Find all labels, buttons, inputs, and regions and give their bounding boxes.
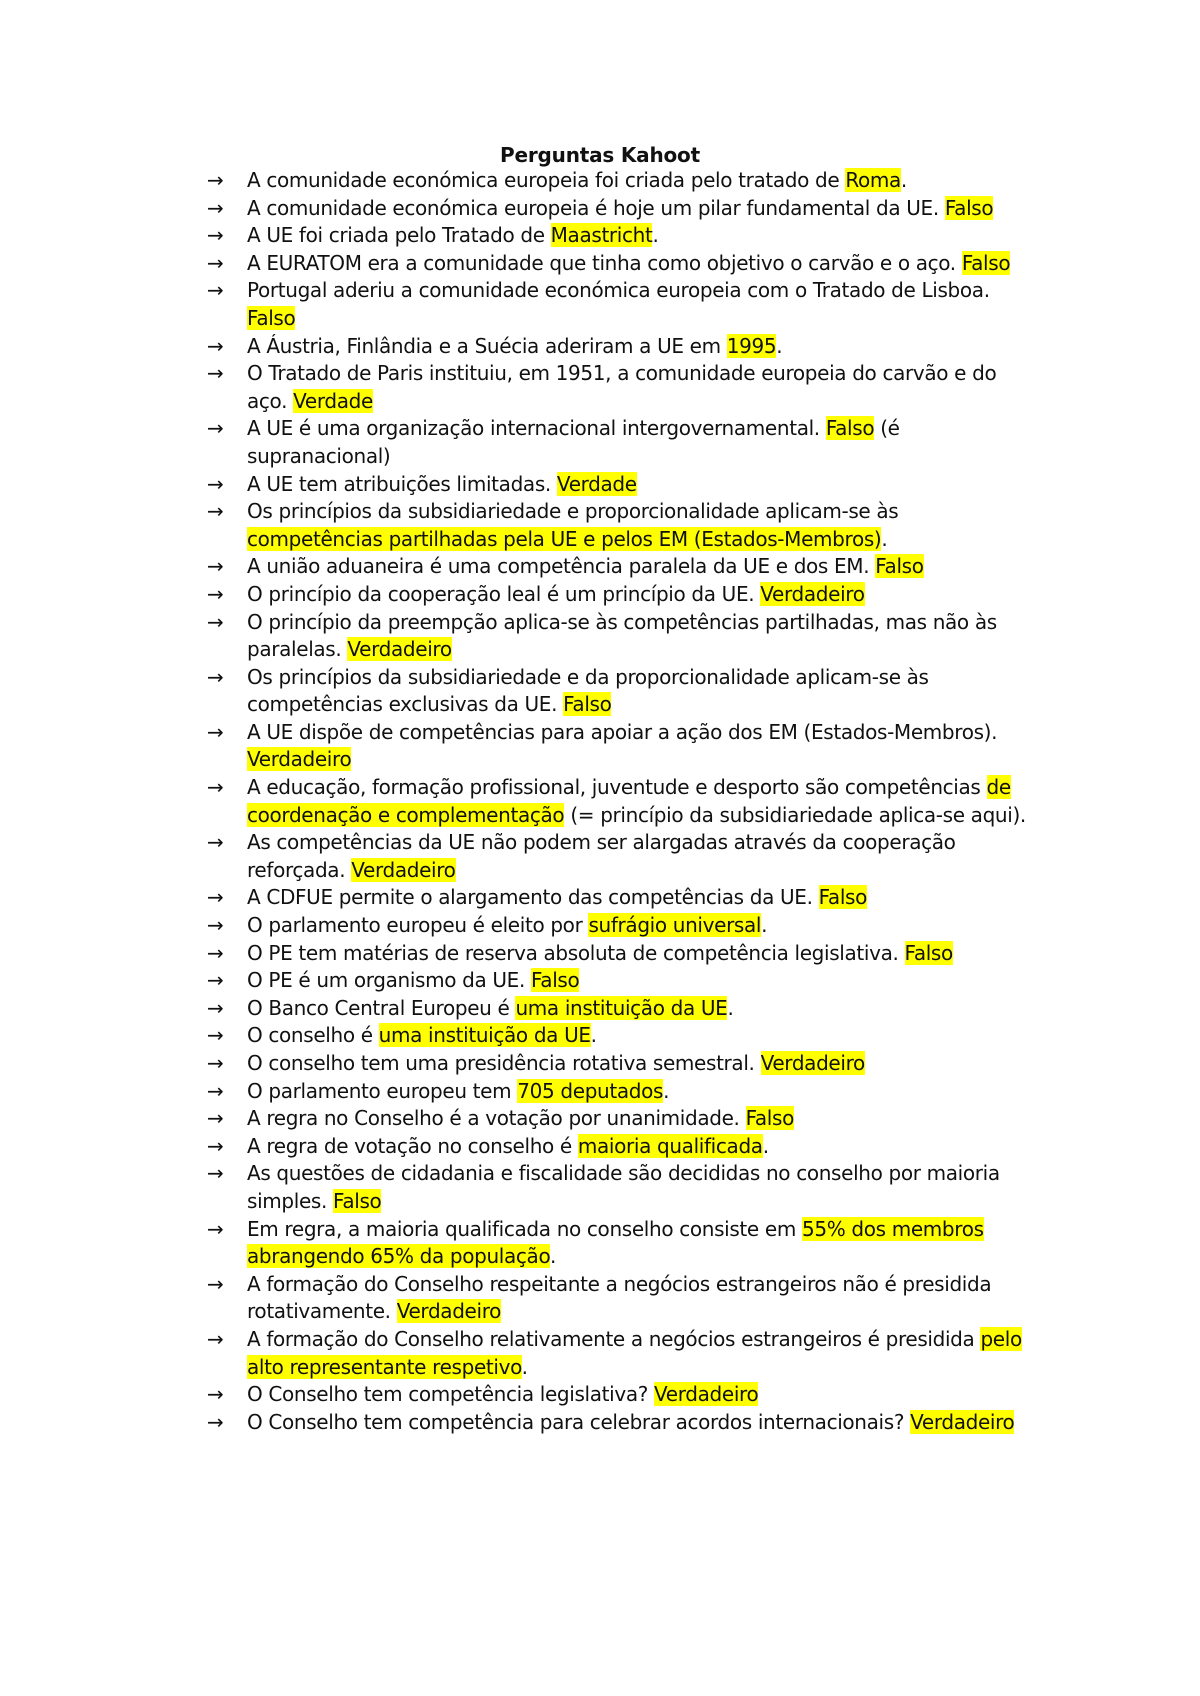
list-item: [207, 1271, 1037, 1326]
highlighted-answer: pelo alto representante respetivo: [247, 1326, 1022, 1379]
arrow-bullet-icon: →: [207, 223, 224, 248]
item-text: [247, 416, 900, 468]
arrow-bullet-icon: →: [207, 1051, 224, 1075]
arrow-bullet-icon: →: [207, 830, 224, 855]
question-text: .: [762, 1133, 769, 1158]
arrow-bullet-icon: →: [207, 1271, 224, 1296]
list-item: [207, 277, 1037, 332]
highlighted-answer: uma instituição da UE: [515, 995, 728, 1020]
arrow-bullet-icon: →: [207, 968, 224, 993]
item-text: [247, 196, 993, 220]
question-text: .: [521, 1354, 528, 1379]
list-item: [207, 498, 1037, 553]
arrow-bullet-icon: →: [207, 1326, 224, 1351]
question-text: .: [652, 223, 659, 248]
list-item: [207, 995, 1037, 1023]
item-text: [247, 885, 867, 909]
question-text: .: [663, 1078, 670, 1103]
item-text: [247, 1327, 1022, 1379]
list-item: [207, 940, 1037, 968]
item-text: [247, 278, 990, 330]
question-text: As competências da UE não podem ser alargadas através da cooperação reforçada.: [247, 830, 956, 882]
list-item: [207, 1105, 1037, 1133]
highlighted-answer: Falso: [961, 250, 1011, 275]
arrow-bullet-icon: →: [207, 1023, 224, 1048]
question-text: O parlamento europeu é eleito por: [247, 913, 589, 938]
arrow-bullet-icon: →: [207, 995, 224, 1020]
question-text: A UE é uma organização internacional intergovernamental.: [247, 416, 826, 441]
arrow-bullet-icon: →: [207, 1382, 224, 1407]
arrow-bullet-icon: →: [207, 1133, 224, 1158]
question-text: O princípio da cooperação leal é um princípio da UE.: [247, 581, 761, 606]
arrow-bullet-icon: →: [207, 581, 224, 606]
list-item: [207, 884, 1037, 912]
question-text: O parlamento europeu tem: [247, 1078, 518, 1103]
item-text: [247, 610, 997, 662]
list-item: [207, 1326, 1037, 1381]
question-text: (= princípio da subsidiariedade aplica-se aqui).: [564, 802, 1026, 827]
arrow-bullet-icon: →: [207, 195, 224, 220]
question-text: .: [550, 1244, 557, 1269]
list-item: [207, 1133, 1037, 1161]
question-text: A Áustria, Finlândia e a Suécia aderiram a UE em: [247, 333, 727, 358]
question-text: A UE tem atribuições limitadas.: [247, 471, 557, 496]
highlighted-answer: Falso: [247, 305, 296, 330]
list-item: [207, 664, 1037, 719]
item-text: [247, 968, 579, 992]
item-text: [247, 996, 733, 1020]
question-list: [207, 167, 1037, 1436]
item-text: [247, 168, 907, 192]
list-item: [207, 1409, 1037, 1437]
item-text: [247, 251, 1010, 275]
arrow-bullet-icon: →: [207, 1216, 224, 1241]
arrow-bullet-icon: →: [207, 361, 224, 386]
list-item: [207, 250, 1037, 278]
list-item: [207, 1078, 1037, 1106]
question-text: .: [776, 333, 783, 358]
question-text: A união aduaneira é uma competência paralela da UE e dos EM.: [247, 554, 876, 579]
arrow-bullet-icon: →: [207, 885, 224, 910]
item-text: [247, 582, 865, 606]
question-text: O Conselho tem competência para celebrar acordos internacionais?: [247, 1409, 911, 1434]
question-text: A EURATOM era a comunidade que tinha como objetivo o carvão e o aço.: [247, 250, 962, 275]
list-item: [207, 719, 1037, 774]
highlighted-answer: Falso: [825, 416, 875, 441]
question-text: .: [727, 995, 734, 1020]
question-text: .: [900, 168, 907, 192]
item-text: [247, 1410, 1014, 1434]
question-text: A UE dispõe de competências para apoiar a ação dos EM (Estados-Membros).: [247, 719, 998, 744]
item-text: [247, 554, 924, 578]
highlighted-answer: 705 deputados: [517, 1078, 664, 1103]
list-item: [207, 471, 1037, 499]
item-text: [247, 1106, 794, 1130]
question-text: Os princípios da subsidiariedade e proporcionalidade aplicam-se às: [247, 499, 899, 524]
highlighted-answer: Verdadeiro: [654, 1382, 759, 1407]
question-text: A regra no Conselho é a votação por unanimidade.: [247, 1106, 746, 1131]
highlighted-answer: Roma: [845, 168, 901, 192]
highlighted-answer: Falso: [333, 1188, 382, 1213]
question-text: A formação do Conselho relativamente a negócios estrangeiros é presidida: [247, 1326, 981, 1351]
arrow-bullet-icon: →: [207, 278, 224, 303]
list-item: [207, 195, 1037, 223]
question-text: A comunidade económica europeia é hoje um pilar fundamental da UE.: [247, 195, 945, 220]
page-title: Perguntas Kahoot: [500, 143, 700, 167]
highlighted-answer: Falso: [530, 968, 580, 993]
list-item: [207, 1216, 1037, 1271]
highlighted-answer: Verdadeiro: [351, 857, 456, 882]
item-text: [247, 1161, 1000, 1213]
question-text: O Banco Central Europeu é: [247, 995, 516, 1020]
item-text: [247, 472, 637, 496]
item-text: [247, 1217, 984, 1269]
highlighted-answer: Verdadeiro: [910, 1409, 1015, 1434]
highlighted-answer: Verdade: [556, 471, 637, 496]
item-text: [247, 334, 782, 358]
question-text: Portugal aderiu a comunidade económica europeia com o Tratado de Lisboa.: [247, 278, 990, 303]
list-item: [207, 581, 1037, 609]
item-text: [247, 1272, 991, 1324]
arrow-bullet-icon: →: [207, 940, 224, 965]
question-text: As questões de cidadania e fiscalidade são decididas no conselho por maioria simples.: [247, 1161, 1000, 1213]
list-item: [207, 1050, 1037, 1078]
highlighted-answer: sufrágio universal: [588, 913, 762, 938]
arrow-bullet-icon: →: [207, 913, 224, 938]
item-text: [247, 223, 659, 247]
highlighted-answer: competências partilhadas pela UE e pelos EM (Estados-Membros): [247, 526, 882, 551]
list-item: [207, 912, 1037, 940]
question-text: (é supranacional): [247, 416, 900, 468]
question-text: .: [761, 913, 768, 938]
list-item: [207, 333, 1037, 361]
arrow-bullet-icon: →: [207, 554, 224, 579]
highlighted-answer: Falso: [745, 1106, 794, 1131]
arrow-bullet-icon: →: [207, 471, 224, 496]
list-item: [207, 967, 1037, 995]
question-text: A CDFUE permite o alargamento das competências da UE.: [247, 885, 819, 910]
highlighted-answer: Falso: [818, 885, 867, 910]
question-text: Em regra, a maioria qualificada no conselho consiste em: [247, 1216, 802, 1241]
list-item: [207, 1160, 1037, 1215]
question-text: .: [881, 526, 888, 551]
arrow-bullet-icon: →: [207, 775, 224, 800]
list-item: [207, 774, 1037, 829]
question-text: A UE foi criada pelo Tratado de: [247, 223, 551, 248]
arrow-bullet-icon: →: [207, 416, 224, 441]
list-item: [207, 415, 1037, 470]
item-text: [247, 1051, 865, 1075]
arrow-bullet-icon: →: [207, 250, 224, 275]
arrow-bullet-icon: →: [207, 1078, 224, 1103]
list-item: [207, 167, 1037, 195]
question-text: O PE tem matérias de reserva absoluta de competência legislativa.: [247, 940, 905, 965]
item-text: [247, 720, 997, 772]
list-item: [207, 829, 1037, 884]
highlighted-answer: de coordenação e complementação: [247, 775, 1011, 827]
question-text: A educação, formação profissional, juventude e desporto são competências: [247, 775, 987, 800]
item-text: [247, 665, 929, 717]
arrow-bullet-icon: →: [207, 1409, 224, 1434]
item-text: [247, 1382, 758, 1406]
question-text: .: [590, 1023, 597, 1048]
arrow-bullet-icon: →: [207, 333, 224, 358]
question-text: A regra de votação no conselho é: [247, 1133, 578, 1158]
list-item: [207, 609, 1037, 664]
arrow-bullet-icon: →: [207, 719, 224, 744]
arrow-bullet-icon: →: [207, 1161, 224, 1186]
highlighted-answer: Falso: [563, 692, 612, 717]
item-text: [247, 830, 956, 882]
question-text: O Conselho tem competência legislativa?: [247, 1382, 655, 1407]
list-item: [207, 553, 1037, 581]
highlighted-answer: Verdadeiro: [760, 1051, 865, 1075]
list-item: [207, 222, 1037, 250]
highlighted-answer: Verdadeiro: [760, 581, 865, 606]
item-text: [247, 361, 996, 413]
highlighted-answer: 55% dos membros abrangendo 65% da população: [247, 1216, 984, 1269]
item-text: [247, 1023, 597, 1047]
item-text: [247, 1079, 669, 1103]
question-text: A comunidade económica europeia foi criada pelo tratado de: [247, 168, 846, 192]
question-text: O conselho é: [247, 1023, 379, 1048]
question-text: O PE é um organismo da UE.: [247, 968, 531, 993]
highlighted-answer: Falso: [944, 195, 994, 220]
highlighted-answer: Verdadeiro: [396, 1299, 502, 1324]
question-text: O princípio da preempção aplica-se às competências partilhadas, mas não às paralelas.: [247, 609, 997, 662]
arrow-bullet-icon: →: [207, 1106, 224, 1131]
item-text: [247, 775, 1026, 827]
highlighted-answer: uma instituição da UE: [378, 1023, 591, 1048]
question-text: Os princípios da subsidiariedade e da proporcionalidade aplicam-se às competências exclusivas da UE.: [247, 664, 929, 717]
arrow-bullet-icon: →: [207, 168, 224, 192]
item-text: [247, 941, 953, 965]
question-text: O conselho tem uma presidência rotativa semestral.: [247, 1051, 761, 1075]
highlighted-answer: Verdade: [293, 388, 373, 413]
item-text: [247, 913, 767, 937]
highlighted-answer: Maastricht: [550, 223, 653, 248]
arrow-bullet-icon: →: [207, 499, 224, 524]
highlighted-answer: 1995: [726, 333, 777, 358]
list-item: [207, 1022, 1037, 1050]
question-text: O Tratado de Paris instituiu, em 1951, a comunidade europeia do carvão e do aço.: [247, 361, 997, 413]
arrow-bullet-icon: →: [207, 609, 224, 634]
highlighted-answer: Verdadeiro: [347, 637, 452, 662]
item-text: [247, 1134, 769, 1158]
question-text: A formação do Conselho respeitante a negócios estrangeiros não é presidida rotativamente.: [247, 1271, 992, 1324]
highlighted-answer: Falso: [904, 940, 953, 965]
highlighted-answer: Falso: [875, 554, 924, 579]
list-item: [207, 360, 1037, 415]
highlighted-answer: maioria qualificada: [577, 1133, 763, 1158]
list-item: [207, 1381, 1037, 1409]
highlighted-answer: Verdadeiro: [247, 747, 352, 772]
arrow-bullet-icon: →: [207, 664, 224, 689]
item-text: [247, 499, 898, 551]
